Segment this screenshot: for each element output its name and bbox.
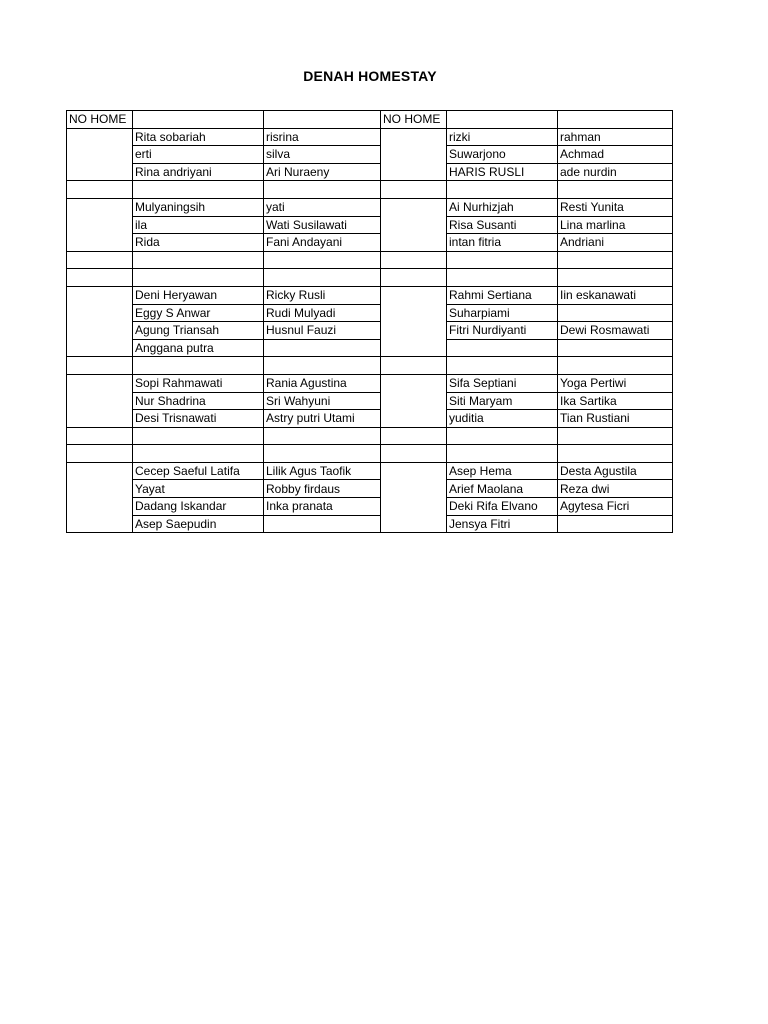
guest-name-cell: Risa Susanti	[447, 216, 558, 234]
guest-name-cell: Robby firdaus	[264, 480, 381, 498]
guest-name-cell: Anggana putra	[133, 339, 264, 357]
empty-cell	[447, 251, 558, 269]
table-row	[67, 392, 673, 410]
empty-cell	[264, 251, 381, 269]
guest-name-cell: Asep Hema	[447, 462, 558, 480]
empty-cell	[381, 269, 447, 287]
table-row	[67, 410, 673, 428]
home-number-cell	[67, 462, 133, 480]
table-row	[67, 128, 673, 146]
guest-name-cell: Rudi Mulyadi	[264, 304, 381, 322]
guest-name-cell: Achmad	[558, 146, 673, 164]
header-cell	[558, 111, 673, 129]
empty-cell	[67, 251, 133, 269]
empty-cell	[67, 181, 133, 199]
empty-cell	[447, 445, 558, 463]
home-number-cell	[67, 515, 133, 533]
guest-name-cell	[558, 515, 673, 533]
empty-cell	[447, 357, 558, 375]
empty-cell	[264, 427, 381, 445]
guest-name-cell: Agytesa Ficri	[558, 498, 673, 516]
table-row	[67, 198, 673, 216]
no-home-header-left: NO HOME	[67, 111, 133, 129]
guest-name-cell: Suwarjono	[447, 146, 558, 164]
home-number-cell	[67, 392, 133, 410]
home-number-cell	[381, 498, 447, 516]
empty-cell	[381, 251, 447, 269]
guest-name-cell: ade nurdin	[558, 163, 673, 181]
home-number-cell	[381, 304, 447, 322]
guest-name-cell: Fani Andayani	[264, 234, 381, 252]
page-title: DENAH HOMESTAY	[303, 68, 437, 84]
guest-name-cell	[558, 339, 673, 357]
guest-name-cell: Ai Nurhizjah	[447, 198, 558, 216]
empty-cell	[381, 427, 447, 445]
guest-name-cell: Arief Maolana	[447, 480, 558, 498]
guest-name-cell: risrina	[264, 128, 381, 146]
table-row	[67, 480, 673, 498]
home-number-cell	[381, 322, 447, 340]
home-number-cell	[381, 339, 447, 357]
empty-cell	[264, 269, 381, 287]
empty-cell	[264, 181, 381, 199]
guest-name-cell: Cecep Saeful Latifa	[133, 462, 264, 480]
spacer-row	[67, 427, 673, 445]
guest-name-cell: Astry putri Utami	[264, 410, 381, 428]
home-number-cell	[67, 163, 133, 181]
empty-cell	[264, 357, 381, 375]
guest-name-cell	[264, 515, 381, 533]
empty-cell	[381, 181, 447, 199]
home-number-cell	[381, 128, 447, 146]
empty-cell	[381, 445, 447, 463]
guest-name-cell: Sopi Rahmawati	[133, 374, 264, 392]
guest-name-cell: Ricky Rusli	[264, 286, 381, 304]
guest-name-cell: Iin eskanawati	[558, 286, 673, 304]
table-row	[67, 286, 673, 304]
spacer-row	[67, 445, 673, 463]
home-number-cell	[67, 374, 133, 392]
guest-name-cell: Ari Nuraeny	[264, 163, 381, 181]
empty-cell	[133, 427, 264, 445]
table-row	[67, 216, 673, 234]
guest-name-cell: rahman	[558, 128, 673, 146]
guest-name-cell: Inka pranata	[264, 498, 381, 516]
home-number-cell	[381, 374, 447, 392]
empty-cell	[67, 269, 133, 287]
guest-name-cell: Fitri Nurdiyanti	[447, 322, 558, 340]
header-cell	[133, 111, 264, 129]
guest-name-cell: Deki Rifa Elvano	[447, 498, 558, 516]
guest-name-cell: Yoga Pertiwi	[558, 374, 673, 392]
guest-name-cell: Jensya Fitri	[447, 515, 558, 533]
empty-cell	[447, 427, 558, 445]
home-number-cell	[67, 480, 133, 498]
empty-cell	[67, 427, 133, 445]
home-number-cell	[381, 410, 447, 428]
guest-name-cell: Andriani	[558, 234, 673, 252]
empty-cell	[133, 357, 264, 375]
table-row	[67, 146, 673, 164]
home-number-cell	[381, 515, 447, 533]
guest-name-cell: Rida	[133, 234, 264, 252]
guest-name-cell: Tian Rustiani	[558, 410, 673, 428]
guest-name-cell	[264, 339, 381, 357]
guest-name-cell: Lina marlina	[558, 216, 673, 234]
table-row	[67, 462, 673, 480]
home-number-cell	[67, 216, 133, 234]
empty-cell	[447, 269, 558, 287]
guest-name-cell: Wati Susilawati	[264, 216, 381, 234]
home-number-cell	[67, 410, 133, 428]
table-row	[67, 374, 673, 392]
guest-name-cell: Asep Saepudin	[133, 515, 264, 533]
guest-name-cell	[558, 304, 673, 322]
guest-name-cell: Mulyaningsih	[133, 198, 264, 216]
guest-name-cell: Sri Wahyuni	[264, 392, 381, 410]
table-row	[67, 515, 673, 533]
guest-name-cell: Nur Shadrina	[133, 392, 264, 410]
spacer-row	[67, 357, 673, 375]
guest-name-cell: ila	[133, 216, 264, 234]
empty-cell	[381, 357, 447, 375]
home-number-cell	[67, 322, 133, 340]
guest-name-cell: Agung Triansah	[133, 322, 264, 340]
header-row	[67, 111, 673, 129]
header-cell	[447, 111, 558, 129]
home-number-cell	[381, 198, 447, 216]
header-cell	[264, 111, 381, 129]
empty-cell	[133, 269, 264, 287]
guest-name-cell	[447, 339, 558, 357]
home-number-cell	[67, 339, 133, 357]
guest-name-cell: rizki	[447, 128, 558, 146]
empty-cell	[67, 445, 133, 463]
guest-name-cell: Siti Maryam	[447, 392, 558, 410]
guest-name-cell: Lilik Agus Taofik	[264, 462, 381, 480]
empty-cell	[558, 269, 673, 287]
empty-cell	[447, 181, 558, 199]
empty-cell	[558, 445, 673, 463]
home-number-cell	[381, 234, 447, 252]
guest-name-cell: Desta Agustila	[558, 462, 673, 480]
table-row	[67, 234, 673, 252]
table-row	[67, 322, 673, 340]
home-number-cell	[67, 286, 133, 304]
table-row	[67, 498, 673, 516]
homestay-table-body	[67, 111, 673, 533]
guest-name-cell: Eggy S Anwar	[133, 304, 264, 322]
guest-name-cell: intan fitria	[447, 234, 558, 252]
home-number-cell	[67, 234, 133, 252]
table-row	[67, 339, 673, 357]
guest-name-cell: Rita sobariah	[133, 128, 264, 146]
guest-name-cell: yati	[264, 198, 381, 216]
homestay-table	[66, 110, 673, 533]
empty-cell	[133, 251, 264, 269]
home-number-cell	[67, 498, 133, 516]
guest-name-cell: Reza dwi	[558, 480, 673, 498]
spacer-row	[67, 269, 673, 287]
guest-name-cell: Husnul Fauzi	[264, 322, 381, 340]
empty-cell	[558, 181, 673, 199]
guest-name-cell: yuditia	[447, 410, 558, 428]
home-number-cell	[381, 286, 447, 304]
home-number-cell	[381, 216, 447, 234]
no-home-header-right: NO HOME	[381, 111, 447, 129]
guest-name-cell: Resti Yunita	[558, 198, 673, 216]
table-row	[67, 304, 673, 322]
home-number-cell	[67, 128, 133, 146]
empty-cell	[558, 357, 673, 375]
spacer-row	[67, 181, 673, 199]
home-number-cell	[381, 392, 447, 410]
guest-name-cell: erti	[133, 146, 264, 164]
guest-name-cell: Desi Trisnawati	[133, 410, 264, 428]
home-number-cell	[381, 146, 447, 164]
guest-name-cell: Yayat	[133, 480, 264, 498]
home-number-cell	[67, 146, 133, 164]
guest-name-cell: Dadang Iskandar	[133, 498, 264, 516]
guest-name-cell: Dewi Rosmawati	[558, 322, 673, 340]
guest-name-cell: HARIS RUSLI	[447, 163, 558, 181]
spacer-row	[67, 251, 673, 269]
guest-name-cell: Rahmi Sertiana	[447, 286, 558, 304]
guest-name-cell: Deni Heryawan	[133, 286, 264, 304]
guest-name-cell: Suharpiami	[447, 304, 558, 322]
empty-cell	[67, 357, 133, 375]
guest-name-cell: Ika Sartika	[558, 392, 673, 410]
guest-name-cell: Rina andriyani	[133, 163, 264, 181]
guest-name-cell: Rania Agustina	[264, 374, 381, 392]
home-number-cell	[381, 163, 447, 181]
empty-cell	[133, 181, 264, 199]
guest-name-cell: Sifa Septiani	[447, 374, 558, 392]
empty-cell	[558, 251, 673, 269]
empty-cell	[558, 427, 673, 445]
home-number-cell	[381, 462, 447, 480]
home-number-cell	[381, 480, 447, 498]
empty-cell	[133, 445, 264, 463]
empty-cell	[264, 445, 381, 463]
home-number-cell	[67, 198, 133, 216]
guest-name-cell: silva	[264, 146, 381, 164]
home-number-cell	[67, 304, 133, 322]
table-row	[67, 163, 673, 181]
